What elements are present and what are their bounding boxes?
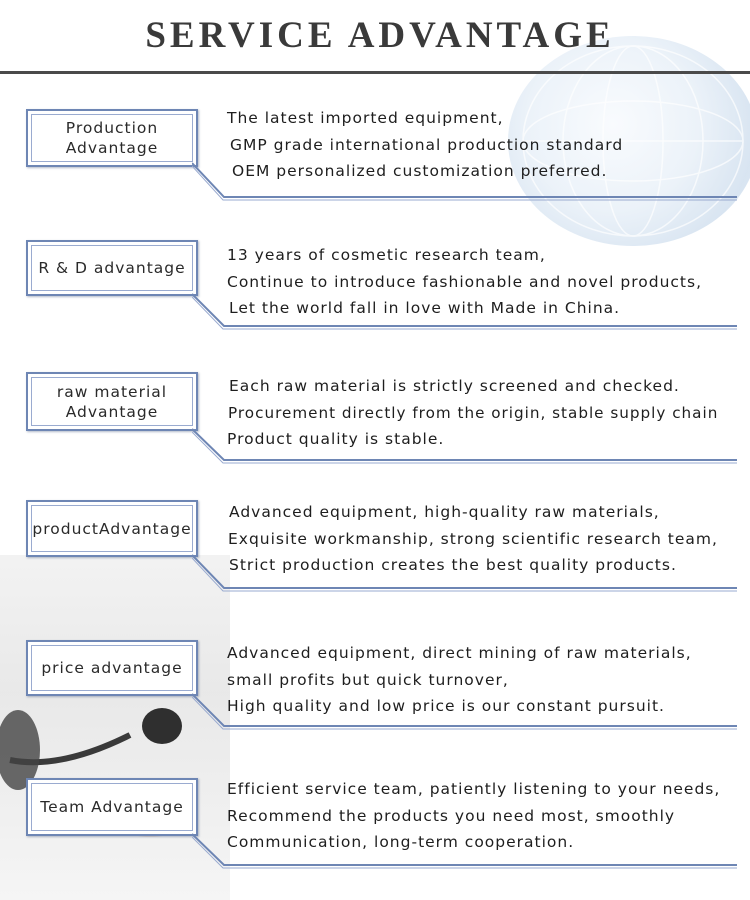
page-title: SERVICE ADVANTAGE [145, 15, 615, 56]
description-line: The latest imported equipment, [227, 109, 504, 127]
description-line: Procurement directly from the origin, stable supply chain [228, 403, 719, 422]
description-line: Exquisite workmanship, strong scientific research team, [228, 529, 718, 548]
description-line: Product quality is stable. [227, 430, 445, 448]
advantage-description [227, 373, 747, 453]
title-divider [0, 71, 750, 74]
advantage-item [0, 372, 750, 482]
advantage-label-box [26, 372, 198, 431]
advantage-description [227, 640, 747, 720]
advantage-label: productAdvantage [32, 519, 192, 538]
description-line: small profits but quick turnover, [227, 670, 509, 689]
advantage-label-box [26, 640, 198, 696]
advantage-label-box [26, 500, 198, 557]
description-line: Efficient service team, patiently listening to your needs, [227, 780, 721, 798]
description-line: 13 years of cosmetic research team, [227, 246, 546, 264]
advantage-label: raw material Advantage [56, 382, 168, 421]
description-line: Communication, long-term cooperation. [227, 833, 575, 851]
advantage-label: Team Advantage [40, 798, 184, 816]
description-line: GMP grade international production standard [230, 135, 624, 154]
description-line: Strict production creates the best quality products. [229, 556, 677, 574]
advantage-label: Production Advantage [65, 119, 159, 157]
advantage-label-box [26, 240, 198, 296]
advantage-item [0, 105, 750, 215]
advantage-label: price advantage [41, 659, 183, 677]
advantage-label: R & D advantage [38, 259, 186, 277]
advantage-description [227, 776, 747, 856]
description-line: Advanced equipment, high-quality raw materials, [229, 503, 660, 521]
description-line: Let the world fall in love with Made in China. [229, 299, 621, 317]
advantage-label-box [26, 109, 198, 167]
description-line: Recommend the products you need most, smoothly [227, 806, 676, 825]
advantage-label-box [26, 778, 198, 836]
advantage-item [0, 778, 750, 888]
description-line: High quality and low price is our constant pursuit. [227, 697, 665, 715]
advantage-item [0, 240, 750, 350]
advantage-description [227, 242, 747, 322]
advantage-item [0, 500, 750, 610]
advantage-description [227, 499, 747, 579]
description-line: OEM personalized customization preferred. [232, 162, 608, 180]
advantage-description [227, 105, 747, 185]
description-line: Advanced equipment, direct mining of raw materials, [227, 644, 692, 662]
description-line: Each raw material is strictly screened and checked. [229, 377, 680, 395]
advantage-item [0, 640, 750, 750]
description-line: Continue to introduce fashionable and novel products, [227, 272, 703, 291]
